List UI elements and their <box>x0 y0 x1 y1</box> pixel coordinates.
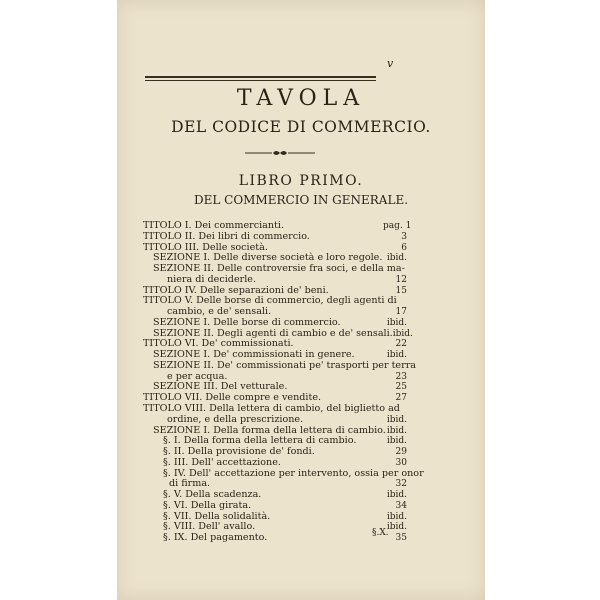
toc-entry-text: SEZIONE II. De' commissionati pe' trasporti per terra <box>153 359 416 371</box>
toc-entry-text: §. V. Della scadenza. <box>163 489 262 501</box>
toc-entry-text: TITOLO VII. Delle compre e vendite. <box>143 392 322 404</box>
toc-entry-text: SEZIONE I. Delle diverse società e loro regole. <box>153 252 383 264</box>
toc-entry-text: §. III. Dell' accettazione. <box>163 456 281 468</box>
toc-entry-text: SEZIONE III. Del vetturale. <box>153 381 288 393</box>
toc-entry-text: TITOLO V. Delle borse di commercio, degli agenti di <box>143 295 397 307</box>
book-heading: LIBRO PRIMO. <box>238 173 364 189</box>
toc-entry-page: 15 <box>395 285 407 296</box>
toc-entry-text: §. IV. Dell' accettazione per intervento, ossia per onor <box>163 467 424 479</box>
page-title: TAVOLA <box>236 86 366 111</box>
toc-entry-text: SEZIONE II. Delle controversie fra soci, e della ma- <box>153 263 405 275</box>
table-of-contents <box>143 220 424 544</box>
toc-entry-text: di firma. <box>169 478 211 490</box>
book-subheading: DEL COMMERCIO IN GENERALE. <box>193 193 409 207</box>
toc-entry-text: SEZIONE I. De' commissionati in genere. <box>153 349 355 361</box>
toc-entry-page: 23 <box>395 371 407 382</box>
toc-entry-text: TITOLO III. Delle società. <box>143 241 268 253</box>
toc-entry-text: TITOLO VIII. Della lettera di cambio, del biglietto ad <box>143 403 400 415</box>
toc-entry-page: 3 <box>401 231 407 242</box>
toc-entry-page: ibid. <box>386 253 407 264</box>
toc-entry-text: §. VIII. Dell' avallo. <box>163 521 256 533</box>
toc-entry-page: 6 <box>401 242 407 253</box>
top-double-rule <box>145 76 376 78</box>
toc-entry <box>143 275 407 286</box>
toc-entry-page: ibid. <box>386 414 407 425</box>
toc-entry-text: e per acqua. <box>167 370 228 382</box>
toc-entry-text: §. VI. Della girata. <box>163 499 252 511</box>
catchword: §.X. <box>372 528 389 538</box>
toc-entry-text: TITOLO IV. Delle separazioni de' beni. <box>143 284 329 296</box>
toc-entry-page: ibid. <box>386 522 407 533</box>
toc-entry-page: 25 <box>395 382 407 393</box>
toc-entry <box>143 533 407 544</box>
toc-entry <box>143 458 407 469</box>
ornament-divider-icon <box>245 149 315 157</box>
toc-entry <box>143 415 407 426</box>
toc-entry-text: TITOLO VI. De' commissionati. <box>143 338 294 350</box>
toc-entry-text: SEZIONE I. Della forma della lettera di cambio. <box>153 424 386 436</box>
toc-entry-page: 12 <box>395 274 407 285</box>
toc-entry-page: 35 <box>395 533 407 544</box>
page-number-mark: v <box>387 57 394 70</box>
toc-entry-text: §. VII. Della solidalità. <box>163 510 271 522</box>
toc-entry-page: 17 <box>395 307 407 318</box>
toc-entry-text: cambio, e de' sensali. <box>167 306 272 318</box>
toc-entry-page: ibid. <box>392 328 413 339</box>
toc-entry-page: 29 <box>395 447 407 458</box>
toc-entry-page: ibid. <box>386 350 407 361</box>
toc-entry-page: ibid. <box>386 436 407 447</box>
toc-entry-page: ibid. <box>386 490 407 501</box>
toc-entry-page: ibid. <box>386 425 407 436</box>
page-subtitle: DEL CODICE DI COMMERCIO. <box>171 118 431 136</box>
toc-entry-text: §. II. Della provisione de' fondi. <box>163 446 315 458</box>
toc-entry-page: ibid. <box>386 317 407 328</box>
toc-entry-text: SEZIONE I. Delle borse di commercio. <box>153 316 341 328</box>
toc-entry-page: 22 <box>395 339 407 350</box>
toc-entry-page: 30 <box>395 457 407 468</box>
toc-entry-page: 34 <box>395 500 407 511</box>
toc-entry-text: §. I. Della forma della lettera di cambio. <box>163 435 357 447</box>
toc-entry-text: SEZIONE II. Degli agenti di cambio e de' sensali. <box>153 327 393 339</box>
toc-entry-page: pag. 1 <box>383 221 412 231</box>
toc-entry-text: §. IX. Del pagamento. <box>163 532 268 544</box>
toc-entry <box>143 232 407 243</box>
toc-entry-page: ibid. <box>386 511 407 522</box>
toc-entry-text: TITOLO I. Dei commercianti. <box>143 220 285 231</box>
toc-entry-page: 27 <box>395 393 407 404</box>
toc-entry-text: TITOLO II. Dei libri di commercio. <box>143 230 310 242</box>
toc-entry-page: 32 <box>395 479 407 490</box>
toc-entry-text: ordine, e della prescrizione. <box>167 413 304 425</box>
toc-entry-text: niera di deciderle. <box>167 273 256 285</box>
